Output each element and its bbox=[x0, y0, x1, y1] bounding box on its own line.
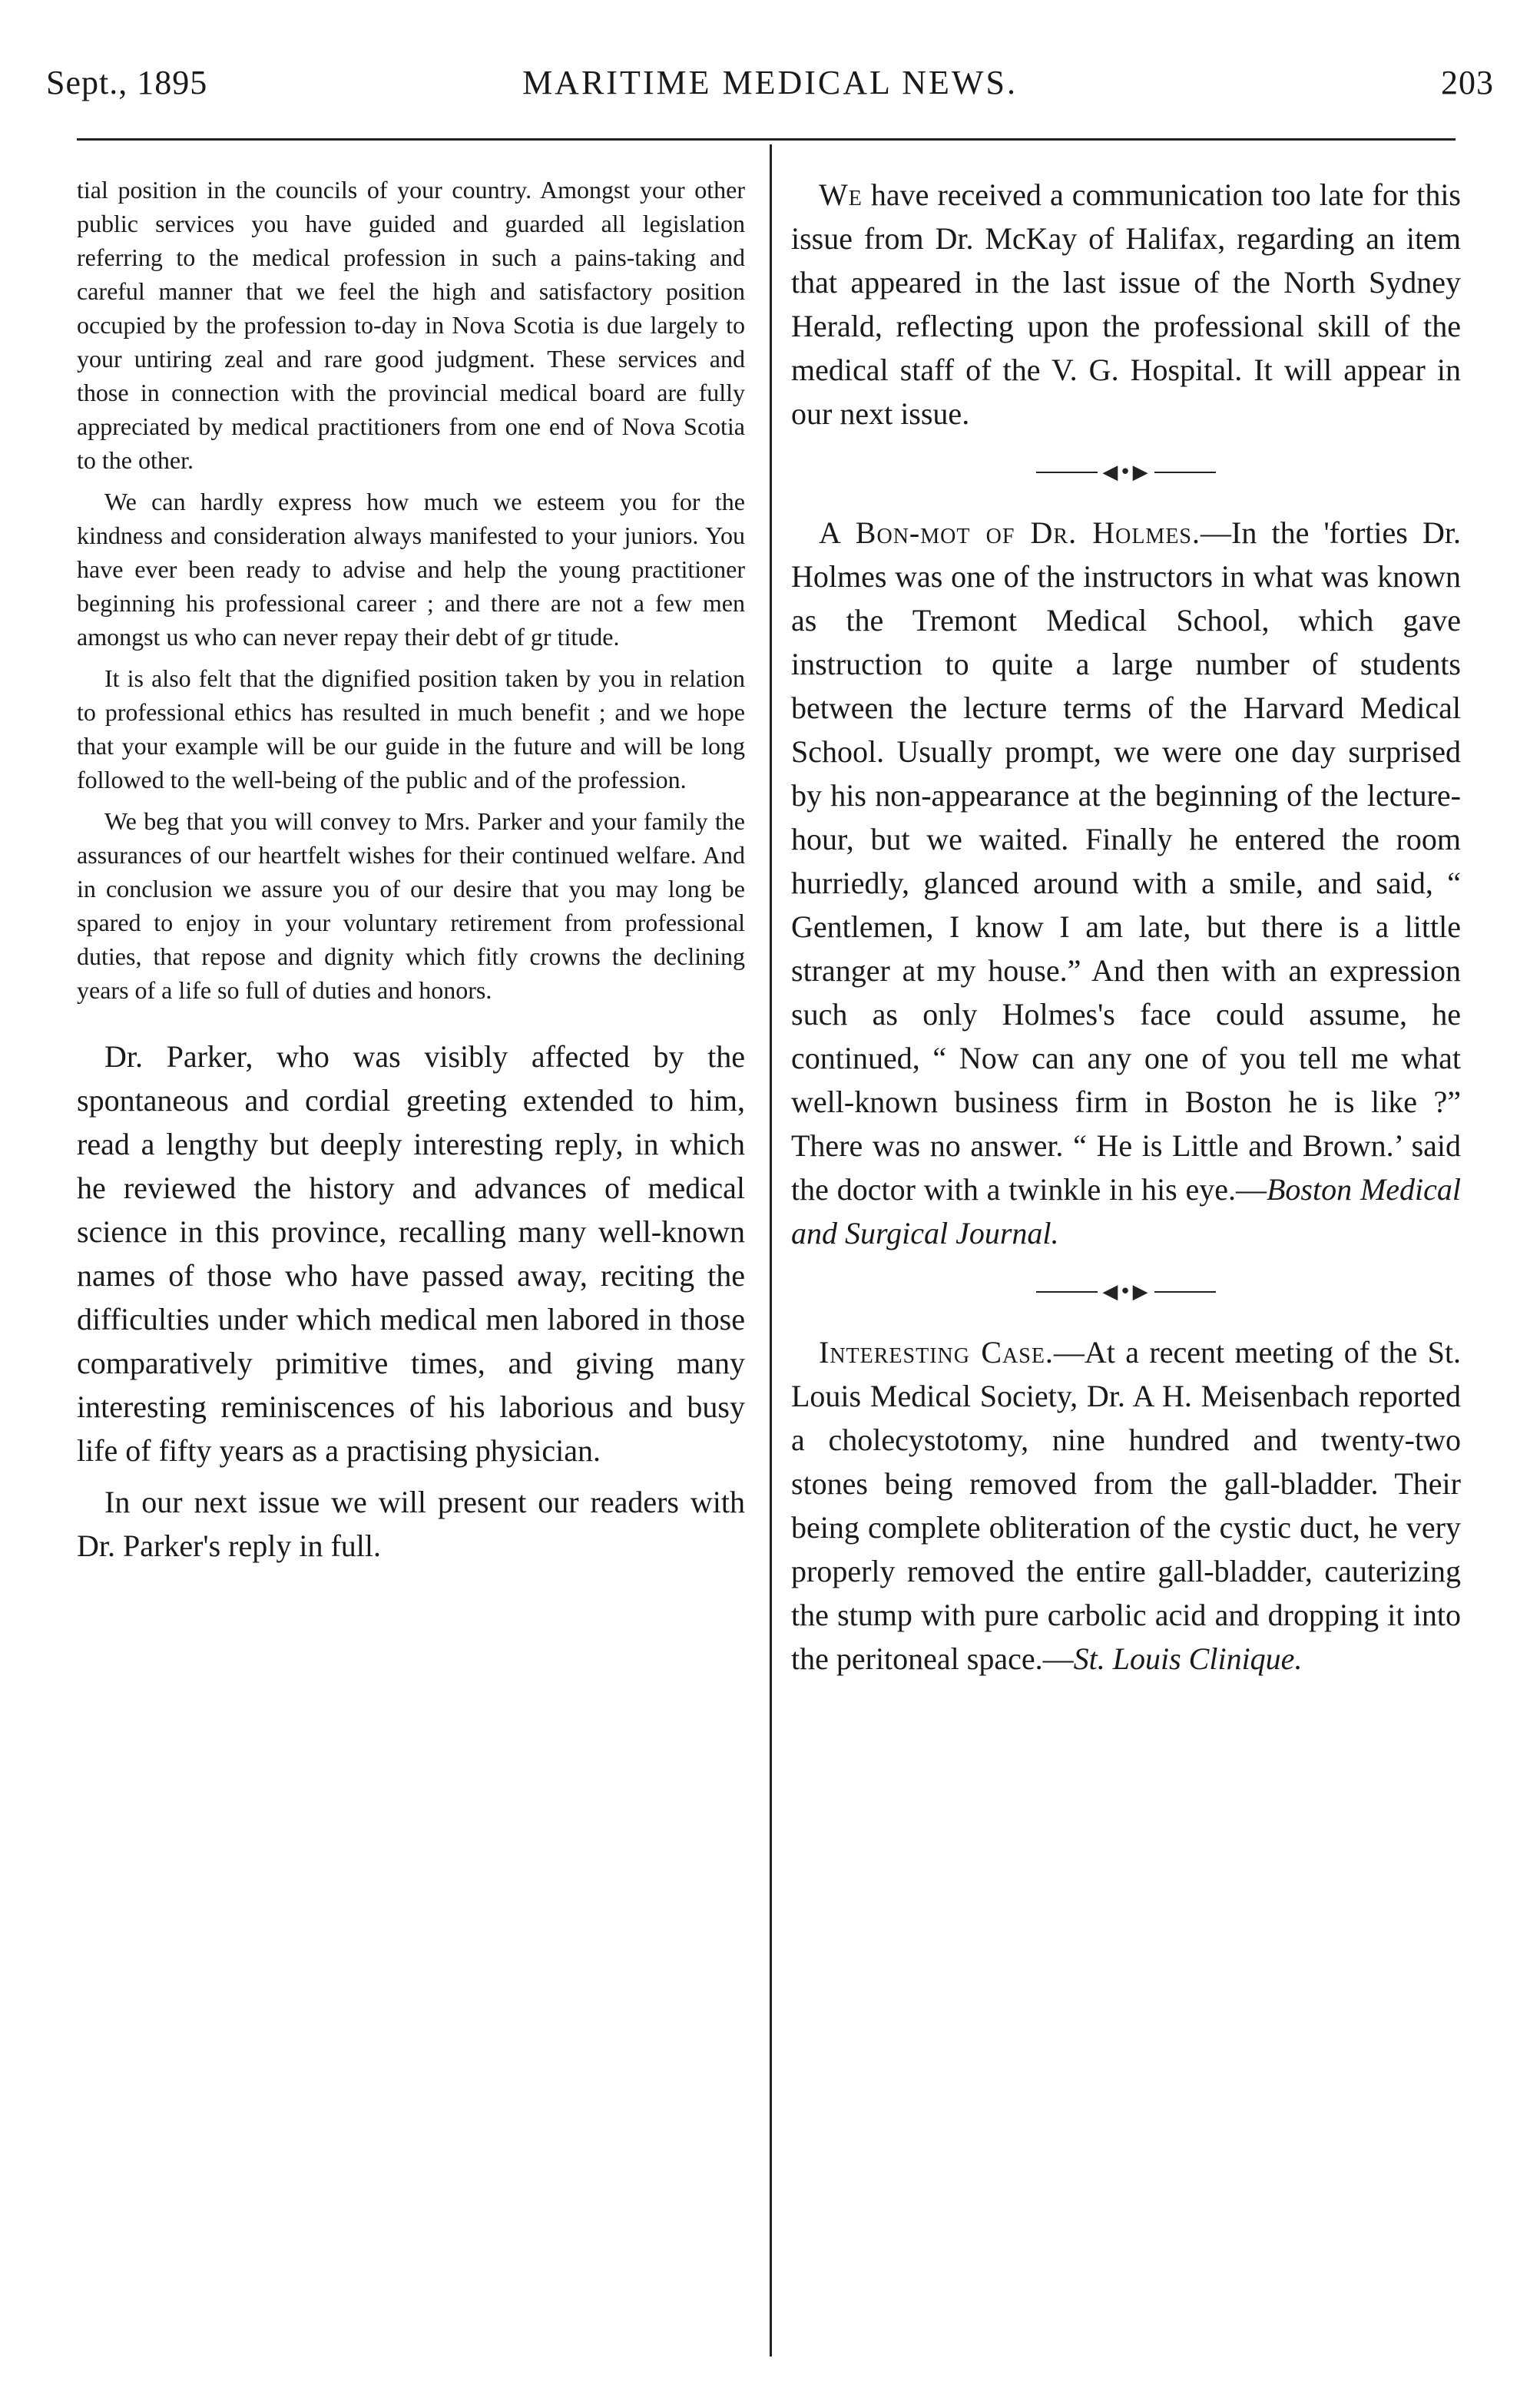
address-paragraph: It is also felt that the dignified position taken by you in relation to professional ethics has resulted in much benefit ; and we hope that your example will be our guide in the future and will be long followed to the well-being of the public and of the profession. bbox=[77, 664, 745, 793]
ornament-icon: ◀•▶ bbox=[1102, 461, 1150, 485]
notice-text: have received a communication too late for this issue from Dr. McKay of Halifax, regarding an item that appeared in the last issue of the North Sydney Herald, reflecting upon the professional skill of the medical staff of the V. G. Hospital. It will appear in our next issue. bbox=[791, 177, 1461, 431]
interesting-case-text: —At a recent meeting of the St. Louis Medical Society, Dr. A H. Meisenbach reported a cholecystotomy, nine hundred and twenty-two stones being removed from the gall-bladder. Their being complete obliteration of the cystic duct, he very properly removed the entire gall-bladder, cauterizing the stump with pure carbolic acid and dropping it into the peritoneal space.— bbox=[791, 1335, 1462, 1677]
address-paragraph: We beg that you will convey to Mrs. Parker and your family the assurances of our heartfelt wishes for their continued welfare. And in conclusion we assure you of our desire that you may long be spared to enjoy in your voluntary retirement from professional duties, that repose and dignity which fitly crowns the declining years of a life so full of duties and honors. bbox=[77, 807, 745, 1004]
reply-paragraph: In our next issue we will present our readers with Dr. Parker's reply in full. bbox=[77, 1485, 745, 1563]
issue-date: Sept., 1895 bbox=[46, 64, 208, 101]
interesting-case-heading: Interesting Case. bbox=[819, 1335, 1054, 1370]
notice-lead: We bbox=[819, 177, 863, 212]
mckay-notice bbox=[791, 173, 1461, 436]
header-rule bbox=[77, 138, 1456, 141]
running-head bbox=[46, 63, 1494, 117]
page-number: 203 bbox=[1441, 64, 1494, 101]
bon-mot-article bbox=[791, 511, 1461, 1255]
interesting-case-article bbox=[791, 1330, 1461, 1681]
section-ornament bbox=[791, 455, 1461, 488]
right-column bbox=[791, 173, 1461, 1681]
interesting-case-source: St. Louis Clinique. bbox=[1073, 1641, 1303, 1677]
address-paragraph: We can hardly express how much we esteem you for the kindness and consideration always manifested to your juniors. You have ever been ready to advise and help the young practitioner beginning his professional career ; and there are not a few men amongst us who can never repay their debt of gr titude. bbox=[77, 488, 745, 651]
journal-title: MARITIME MEDICAL NEWS. bbox=[522, 64, 1018, 101]
reply-paragraph: Dr. Parker, who was visibly affected by the spontaneous and cordial greeting extended to him, read a lengthy but deeply interesting reply, in which he reviewed the history and advances of medical science in this province, recalling many well-known names of those who have passed away, reciting the difficulties under which medical men labored in those comparatively primitive times, and giving many interesting reminiscences of his laborious and busy life of fifty years as a practising physician. bbox=[77, 1039, 745, 1468]
address-paragraph: tial position in the councils of your country. Amongst your other public services you have guided and guarded all legislation referring to the medical profession in such a pains-taking and careful manner that we feel the high and satisfactory position occupied by the profession to-day in Nova Scotia is due largely to your untiring zeal and rare good judgment. These services and those in connection with the provincial medical board are fully appreciated by medical practitioners from one end of Nova Scotia to the other. bbox=[77, 176, 745, 474]
ornament-icon: ◀•▶ bbox=[1102, 1280, 1150, 1304]
bon-mot-heading: A Bon-mot of Dr. Holmes. bbox=[819, 515, 1201, 551]
bon-mot-source: Boston Medical and Surgical Journal. bbox=[791, 1172, 1461, 1251]
section-ornament bbox=[791, 1275, 1461, 1307]
bon-mot-text: —In the 'forties Dr. Holmes was one of the instructors in what was known as the Tremont Medical School, which gave instruction to quite a large number of students between the lecture terms of the Harvard Medical School. Usually prompt, we were one day surprised by his non-appearance at the beginning of the lecture-hour, but we waited. Finally he entered the room hurriedly, glanced around with a smile, and said, “ Gentlemen, I know I am late, but there is a little stranger at my house.” And then with an expression such as only Holmes's face could assume, he continued, “ Now can any one of you tell me what well-known business firm in Boston he is like ?” There was no answer. “ He is Little and Brown.’ said the doctor with a twinkle in his eye.— bbox=[791, 515, 1461, 1207]
column-divider bbox=[770, 144, 772, 2357]
left-column bbox=[77, 173, 745, 1568]
